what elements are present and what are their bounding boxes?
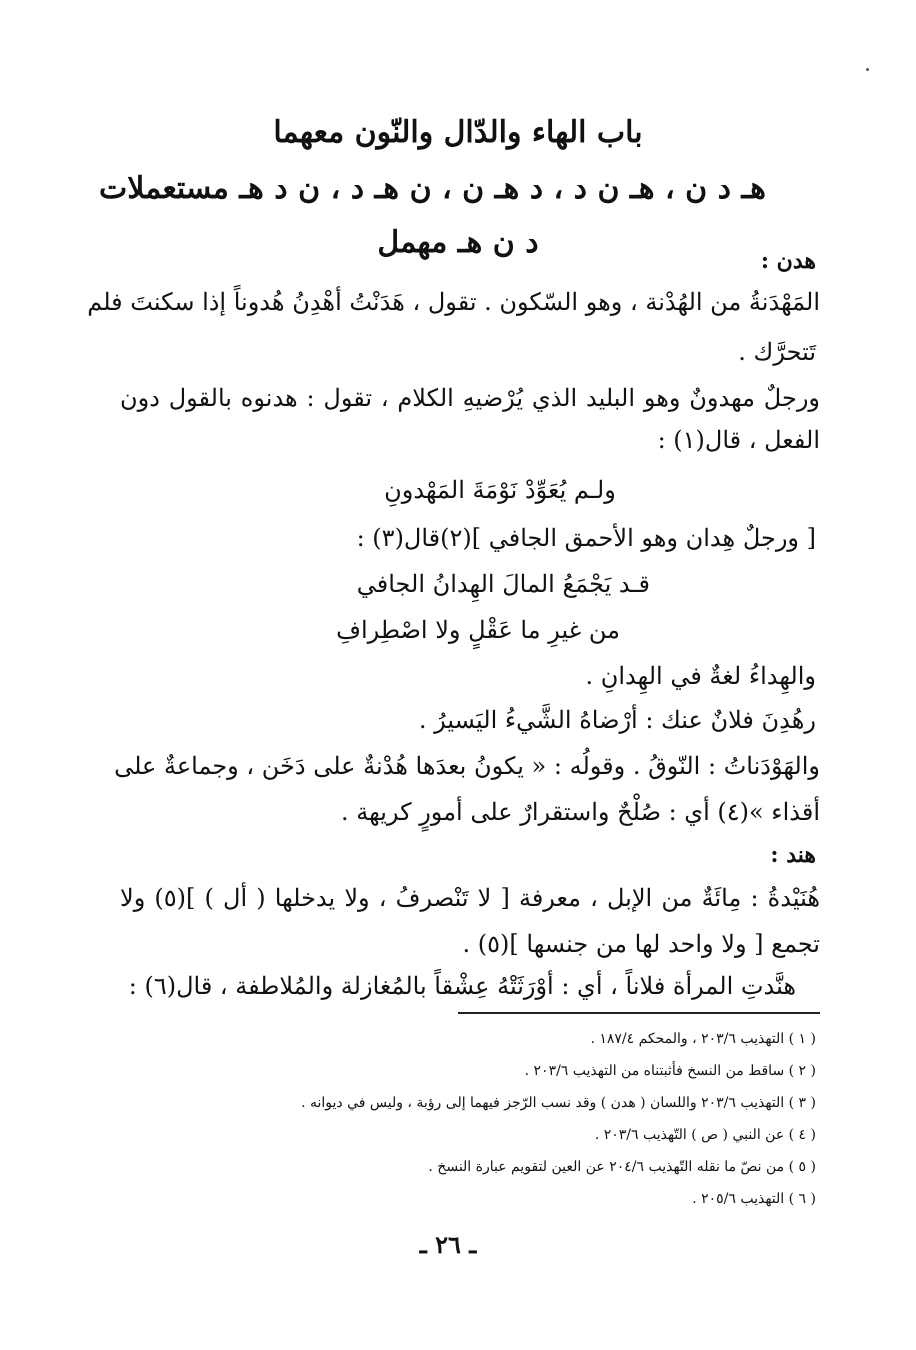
- footnote: ( ١ ) التهذيب ٢٠٣/٦ ، والمحكم ١٨٧/٤ .: [590, 1031, 816, 1047]
- paragraph-line: هُنَيْدةُ : مِائَةٌ من الإبل ، معرفة [ لا تَنْصرفُ ، ولا يدخلها ( أل ) ](٥) ولا: [120, 884, 820, 912]
- paragraph-line: المَهْدَنةُ من الهُدْنة ، وهو السّكون . تقول ، هَدَنْتُ أهْدِنُ هُدوناً إذا سكنتَ فلم: [87, 288, 820, 316]
- paragraph-line: ورجلٌ مهدونٌ وهو البليد الذي يُرْضيهِ الكلام ، تقول : هدنوه بالقول دون: [120, 384, 820, 412]
- footnote: ( ٥ ) من نصّ ما نقله التّهذيب ٢٠٤/٦ عن العين لتقويم عبارة النسخ .: [428, 1159, 816, 1175]
- paragraph-line: والهَوْدَناتُ : النّوقُ . وقولُه : « يكونُ بعدَها هُدْنةٌ على دَخَن ، وجماعةٌ على: [114, 752, 820, 780]
- paragraph-line: هنَّدتِ المرأة فلاناً ، أي : أوْرَثَتْهُ عِشْقاً بالمُغازلة والمُلاطفة ، قال(٦) :: [128, 972, 796, 1000]
- paragraph-line: الفعل ، قال(١) :: [657, 426, 820, 454]
- entry-label-hdn: هدن :: [760, 248, 816, 274]
- chapter-title: باب الهاء والدّال والنّون معهما: [273, 115, 643, 150]
- ink-speck: [866, 68, 869, 71]
- entry-label-hnd: هند :: [770, 842, 816, 868]
- paragraph-line: تجمع [ ولا واحد لها من جنسها ](٥) .: [462, 930, 820, 958]
- root-list-used: هـ د ن ، هـ ن د ، د هـ ن ، ن هـ د ، ن د هـ مستعملات: [98, 171, 766, 206]
- verse-line: من غيرِ ما عَقْلٍ ولا اصْطِرافِ: [336, 616, 620, 644]
- paragraph-line: تَتحرَّك .: [738, 338, 816, 366]
- paragraph-line: والهِداءُ لغةٌ في الهِدانِ .: [585, 662, 816, 690]
- verse-line: ولـم يُعَوِّدْ نَوْمَةَ المَهْدونِ: [384, 476, 616, 504]
- footnote: ( ٤ ) عن النبي ( ص ) التّهذيب ٢٠٣/٦ .: [594, 1127, 816, 1143]
- root-list-unused: د ن هـ مهمل: [377, 225, 539, 260]
- footnote-divider: [458, 1012, 820, 1014]
- footnote: ( ٦ ) التهذيب ٢٠٥/٦ .: [692, 1191, 816, 1207]
- page-number: ـ ٢٦ ـ: [419, 1230, 477, 1259]
- paragraph-line: رهُدِنَ فلانٌ عنك : أرْضاهُ الشَّيءُ اليَسيرُ .: [418, 706, 816, 734]
- verse-line: قـد يَجْمَعُ المالَ الهِدانُ الجافي: [356, 570, 650, 598]
- paragraph-line: [ ورجلٌ هِدان وهو الأحمق الجافي ](٢)قال(٣) :: [356, 524, 816, 552]
- footnote: ( ٣ ) التهذيب ٢٠٣/٦ واللسان ( هدن ) وقد نسب الرّجز فيهما إلى رؤبة ، وليس في ديوانه .: [301, 1095, 816, 1111]
- paragraph-line: أقذاء »(٤) أي : صُلْحٌ واستقرارٌ على أمورٍ كريهة .: [341, 798, 820, 826]
- footnote: ( ٢ ) ساقط من النسخ فأثبتناه من التهذيب ٢٠٣/٦ .: [524, 1063, 816, 1079]
